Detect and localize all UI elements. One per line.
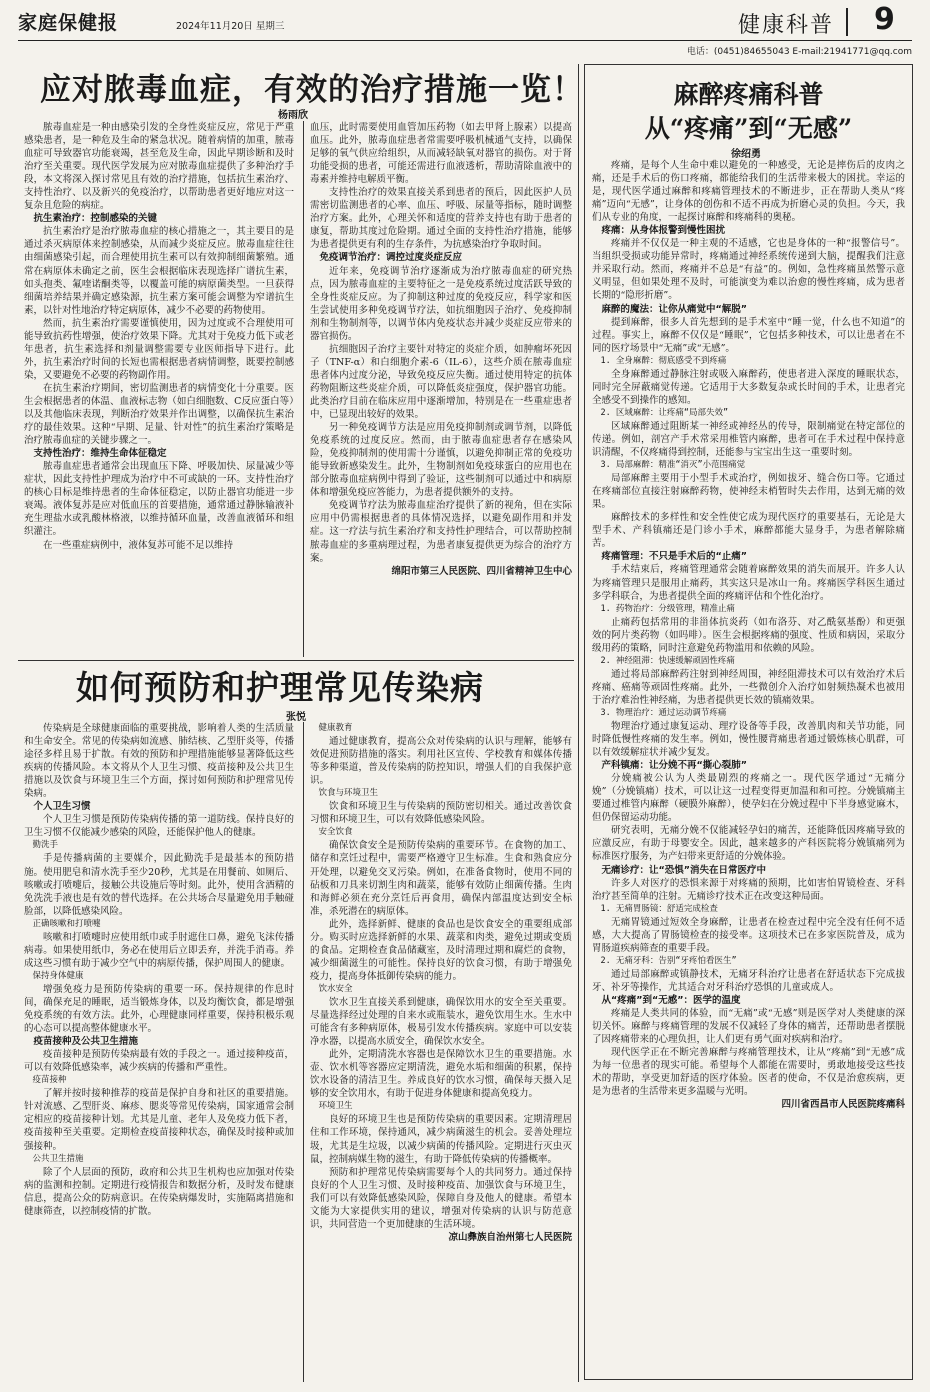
subheading: 2. 神经阻滞：快速缓解顽固性疼痛 xyxy=(600,655,735,666)
paragraph: 除了个人层面的预防，政府和公共卫生机构也应加强对传染病的监测和控制。定期进行疫情报告和数据分析，及时发布健康信息，提高公众的防病意识。在传染病爆发时，实施隔离措施和健康筛查，以控制疫情的扩散。 xyxy=(24,1166,294,1217)
article3-body xyxy=(592,159,905,1373)
paragraph: 疼痛，是每个人生命中难以避免的一种感受，无论是摔伤后的皮肉之痛，还是手术后的伤口疼痛，都能给我们的生活带来极大的困扰。幸运的是，现代医学通过麻醉和疼痛管理技术的不断进步，正在帮助人类从“疼痛”迈向“无感”，让身体的创伤和不适不再成为折磨心灵的负担。今天，我们从专业的角度，一起探讨麻醉和疼痛科的奥秘。 xyxy=(592,160,905,224)
paragraph: 提到麻醉，很多人首先想到的是手术室中“睡一觉，什么也不知道”的过程。事实上，麻醉不仅仅是“睡眠”，它包括多种技术，可以让患者在不同的医疗场景中“无痛”或“无感”。 xyxy=(592,316,905,354)
subheading: 健康教育 xyxy=(318,723,353,733)
subheading: 无痛诊疗：让“恐惧”消失在日常医疗中 xyxy=(601,864,766,876)
paragraph: 另一种免疫调节方法是应用免疫抑制剂或调节剂，以降低免疫系统的过度反应。然而，由于脓毒血症患者存在感染风险，免疫抑制剂的使用需十分谨慎，以避免抑制正常的免疫功能导致新感染发生。此外，生物制剂如免疫球蛋白的应用也在部分脓毒血症病例中得到了验证，这些制剂可以通过中和病原体和增强免疫应答能力，为患者提供额外的支持。 xyxy=(310,422,572,499)
paragraph: 血压，此时需要使用血管加压药物（如去甲肾上腺素）以提高血压。此外，脓毒血症患者常需要呼吸机械通气支持，以确保足够的氧气供应给组织，从而减轻缺氧对器官的损伤。对于肾功能受损的患者，可能还需进行血液透析，帮助清除血液中的毒素并维持电解质平衡。 xyxy=(310,122,572,186)
paragraph: 止痛药包括常用的非甾体抗炎药（如布洛芬、对乙酰氨基酚）和更强效的阿片类药物（如吗啡）。医生会根据疼痛的强度、性质和病因，采取分级用药的策略，同时注意避免药物滥用和依赖的风险。 xyxy=(592,616,905,654)
contact-line: 电话：(0451)84655043 E-mail:21941771@qq.com xyxy=(686,47,912,57)
paragraph: 传染病是全球健康面临的重要挑战，影响着人类的生活质量和生命安全。常见的传染病如流感、肺结核、乙型肝炎等，传播途径多样且易于扩散。有效的预防和护理措施能够显著降低这些疾病的传播风险。本文将从个人卫生习惯、疫苗接种及公共卫生措施以及饮食与环境卫生三个方面，探讨如何预防和护理常见传染病。 xyxy=(24,723,294,800)
subheading: 从“疼痛”到“无感”：医学的温度 xyxy=(601,995,741,1006)
paragraph: 手是传播病菌的主要媒介，因此勤洗手是最基本的预防措施。使用肥皂和清水洗手至少20秒，尤其是在用餐前、如厕后、咳嗽或打喷嚏后，接触公共设施后等时刻。此外，使用含酒精的免洗洗手液也是有效的替代选择。在公共场合尽量避免用手触碰脸部，以降低感染风险。 xyxy=(24,853,294,917)
paragraph: 疼痛并不仅仅是一种主观的不适感，它也是身体的一种“报警信号”。当组织受损或功能异常时，疼痛通过神经系统传递到大脑，提醒我们注意并采取行动。然而，疼痛并不总是“有益”的。例如，急性疼痛虽然警示意义明显，但如果处理不及时，可能演变为难以治愈的慢性疼痛，成为患者长期的“隐形折磨”。 xyxy=(592,238,905,302)
subheading: 2. 无痛牙科：告别“牙疼怕看医生” xyxy=(600,955,737,966)
article3-title-line1: 麻醉疼痛科普 xyxy=(673,80,824,109)
subheading: 1. 无痛胃肠镜：舒适完成检查 xyxy=(600,903,718,914)
paragraph: 物理治疗通过康复运动、理疗设备等手段，改善肌肉和关节功能，同时降低慢性疼痛的发生率。例如，慢性腰背痛患者通过锻炼核心肌群，可以有效缓解症状并减少复发。 xyxy=(592,721,905,759)
subheading: 饮水安全 xyxy=(318,983,353,994)
subheading: 疼痛：从身体报警到慢性困扰 xyxy=(601,225,726,237)
paragraph: 通过局部麻醉或镇静技术，无痛牙科治疗让患者在舒适状态下完成拔牙、补牙等操作，尤其适合对牙科治疗恐惧的儿童或成人。 xyxy=(592,968,905,993)
subheading: 疫苗接种 xyxy=(32,1075,67,1086)
paragraph: 分娩痛被公认为人类最剧烈的疼痛之一。现代医学通过“无痛分娩”（分娩镇痛）技术，可以让这一过程变得更加温和和可控。分娩镇痛主要通过椎管内麻醉（硬膜外麻醉），使孕妇在分娩过程中下半身感觉麻木，但仍保留运动功能。 xyxy=(592,773,905,824)
article3-title-line2: 从“疼痛”到“无感” xyxy=(644,114,853,143)
author-affiliation: 四川省西昌市人民医院疼痛科 xyxy=(781,1099,905,1111)
paragraph: 疼痛是人类共同的体验，而“无痛”或“无感”则是医学对人类健康的深切关怀。麻醉与疼痛管理的发展不仅减轻了身体的痛苦，还帮助患者摆脱了因疼痛带来的心理负担，让人们更有勇气面对疾病和治疗。 xyxy=(592,1008,905,1046)
issue-date: 2024年11月20日 星期三 xyxy=(176,21,285,32)
paragraph: 此外，选择新鲜、健康的食品也是饮食安全的重要组成部分。购买时应选择新鲜的水果、蔬菜和肉类，避免过期或变质的食品。定期检查食品储藏室，及时清理过期和腐烂的食物，减少细菌滋生的可能性。保持良好的饮食习惯，有助于增强免疫力，提高身体抵御传染病的能力。 xyxy=(310,918,572,982)
paragraph: 了解并按时接种推荐的疫苗是保护自身和社区的重要措施。针对流感、乙型肝炎、麻疹、腮炎等常见传染病，国家通常会制定相应的疫苗接种计划。尤其是儿童、老年人及免疫力低下者，疫苗接种至关重要。定期检查疫苗接种状态，确保及时接种或加强接种。 xyxy=(24,1088,294,1152)
subheading: 安全饮食 xyxy=(318,827,353,838)
author-affiliation: 凉山彝族自治州第七人民医院 xyxy=(448,1231,572,1243)
paragraph: 研究表明，无痛分娩不仅能减轻孕妇的痛苦，还能降低因疼痛导致的应激反应，有助于母婴安全。因此，越来越多的产科医院将分娩镇痛列为标准医疗服务，为产妇带来更舒适的分娩体验。 xyxy=(592,825,905,863)
paragraph: 麻醉技术的多样性和安全性使它成为现代医疗的重要基石，无论是大型手术、产科镇痛还是门诊小手术，麻醉都能大显身手，为患者解除痛苦。 xyxy=(592,512,905,550)
subheading: 产科镇痛：让分娩不再“撕心裂肺” xyxy=(601,760,747,772)
paragraph: 疫苗接种是预防传染病最有效的手段之一。通过接种疫苗，可以有效降低感染率，减少疾病的传播和严重性。 xyxy=(24,1049,294,1074)
paragraph: 抗生素治疗是治疗脓毒血症的核心措施之一，其主要目的是通过杀灭病原体来控制感染，从而减少炎症反应。脓毒血症往往由细菌感染引起，而合理使用抗生素可以有效抑制细菌繁殖。通常在病原体未确定之前，医生会根据临床表现选择广谱抗生素，如头孢类、氟喹诺酮类等，以覆盖可能的病原菌类型。一旦获得细菌培养结果并确定感染源，抗生素方案可能会调整为窄谱抗生素，以针对性地治疗特定病原体，减少不必要的药物使用。 xyxy=(24,226,294,316)
paragraph: 确保饮食安全是预防传染病的重要环节。在食物的加工、储存和烹饪过程中，需要严格遵守卫生标准。生食和熟食应分开处理，以避免交叉污染。例如，在准备食物时，使用不同的砧板和刀具来切割生肉和蔬菜，能够有效防止细菌传播。生肉和海鲜必须在充分烹饪后再食用，确保内部温度达到安全标准，杀死潜在的病原体。 xyxy=(310,840,572,917)
column-rule xyxy=(303,121,304,657)
subheading: 3. 物理治疗：通过运动调节疼痛 xyxy=(600,707,727,718)
subheading: 麻醉的魔法：让你从痛觉中“解脱” xyxy=(601,303,747,315)
article2-column-1 xyxy=(24,722,294,1382)
subheading: 疼痛管理：不只是手术后的“止痛” xyxy=(601,551,747,563)
paragraph: 咳嗽和打喷嚏时应使用纸巾或手肘遮住口鼻，避免飞沫传播病毒。如果使用纸巾，务必在使用后立即丢弃，并洗手消毒。养成这些习惯有助于减少空气中的病原传播，保护周围人的健康。 xyxy=(24,931,294,969)
page-number: 9 xyxy=(874,2,895,37)
paragraph: 许多人对医疗的恐惧来源于对疼痛的预期，比如害怕胃镜检查、牙科治疗甚至简单的注射。无痛诊疗技术正在改变这种局面。 xyxy=(592,877,905,902)
paragraph: 近年来，免疫调节治疗逐渐成为治疗脓毒血症的研究热点，因为脓毒血症的主要特征之一是免疫系统过度活跃导致的全身性炎症反应。为了抑制这种过度的免疫反应，科学家和医生尝试使用多种免疫调节疗法，如抗细胞因子治疗、免疫抑制剂和生物制剂等，以调节体内免疫状态并减少炎症反应带来的器官损伤。 xyxy=(310,265,572,342)
paragraph: 饮食和环境卫生与传染病的预防密切相关。通过改善饮食习惯和环境卫生，可以有效降低感染风险。 xyxy=(310,801,572,826)
paragraph: 脓毒血症是一种由感染引发的全身性炎症反应，常见于严重感染患者，是一种危及生命的紧急状况。随着病情的加重，脓毒血症可导致器官功能衰竭，甚至危及生命，因此早期诊断和及时治疗至关重要。现代医学发展为应对脓毒血症提供了多种治疗手段，本文将深入探讨常见且有效的治疗措施，包括抗生素治疗、支持性治疗、以及新兴的免疫治疗，以帮助患者更好地应对这一复杂且危险的病症。 xyxy=(24,122,294,212)
paragraph: 通过将局部麻醉药注射到神经周围，神经阻滞技术可以有效治疗术后疼痛、癌痛等顽固性疼痛。此外，一些微创介入治疗如射频热凝术也被用于治疗难治性神经痛，为患者提供更长效的镇痛效果。 xyxy=(592,668,905,706)
paragraph: 免疫调节疗法为脓毒血症治疗提供了新的视角，但在实际应用中仍需根据患者的具体情况选择，以避免副作用和并发症。这一疗法与抗生素治疗和支持性护理结合，可以帮助控制脓毒血症的多重病理过程，为患者康复提供更为综合的治疗方案。 xyxy=(310,500,572,564)
paragraph: 预防和护理常见传染病需要每个人的共同努力。通过保持良好的个人卫生习惯、及时接种疫苗、加强饮食与环境卫生，我们可以有效降低感染风险，保障自身及他人的健康。希望本文能为大家提供实用的建议，增强对传染病的认识与防范意识，共同营造一个更加健康的生活环境。 xyxy=(310,1166,572,1230)
paragraph: 通过健康教育，提高公众对传染病的认识与理解，能够有效促进预防措施的落实。利用社区宣传、学校教育和媒体传播等多种渠道，普及传染病的防控知识，增强人们的自我保护意识。 xyxy=(310,736,572,787)
paragraph: 脓毒血症患者通常会出现血压下降、呼吸加快、尿量减少等症状，因此支持性护理成为治疗中不可或缺的一环。支持性治疗的核心目标是维持患者的生命体征稳定，以防止器官功能进一步衰竭。液体复苏是应对低血压的首要措施，通常通过静脉输液补充生理盐水或乳酸林格液，以维持循环血量，改善血液循环和组织灌注。 xyxy=(24,461,294,538)
paragraph: 个人卫生习惯是预防传染病传播的第一道防线。保持良好的卫生习惯不仅能减少感染的风险，还能保护他人的健康。 xyxy=(24,814,294,839)
section-name: 健康科普 xyxy=(738,13,835,38)
article2-title: 如何预防和护理常见传染病 xyxy=(76,668,484,707)
paragraph: 在抗生素治疗期间，密切监测患者的病情变化十分重要。医生会根据患者的体温、血液标志物（如白细胞数、C反应蛋白等）以及其他临床表现，判断治疗效果并作出调整，以确保抗生素治疗的最佳效果。这种“早期、足量、针对性”的抗生素治疗策略是治疗脓毒血症的关键步骤之一。 xyxy=(24,382,294,447)
paragraph: 现代医学正在不断完善麻醉与疼痛管理技术，让从“疼痛”到“无感”成为每一位患者的现实可能。希望每个人都能在需要时，勇敢地接受这些技术的帮助，享受更加舒适的医疗体验。医者的使命，不仅是治愈疾病，更是为患者的生活带来更多温暖与光明。 xyxy=(592,1047,905,1098)
paragraph: 无痛胃镜通过短效全身麻醉，让患者在检查过程中完全没有任何不适感，大大提高了胃肠镜检查的接受率。这项技术已在多家医院普及，成为胃肠道疾病筛查的重要手段。 xyxy=(592,916,905,954)
article1-column-2 xyxy=(310,121,572,657)
subheading: 饮食与环境卫生 xyxy=(318,788,379,799)
paragraph: 增强免疫力是预防传染病的重要一环。保持规律的作息时间，确保充足的睡眠，适当锻炼身体，以及均衡饮食，都是增强免疫系统的有效方法。此外，心理健康同样重要，保持积极乐观的心态可以提高整体健康水平。 xyxy=(24,983,294,1035)
subheading: 3. 局部麻醉：精准“消灭”小范围痛觉 xyxy=(600,460,746,471)
subheading: 疫苗接种及公共卫生措施 xyxy=(33,1036,139,1048)
subheading: 个人卫生习惯 xyxy=(33,801,91,813)
author-affiliation: 绵阳市第三人民医院、四川省精神卫生中心 xyxy=(391,565,572,577)
masthead xyxy=(18,2,912,38)
subheading: 2. 区域麻醉：让疼痛“局部失效” xyxy=(600,407,729,418)
paragraph: 区域麻醉通过阻断某一神经或神经丛的传导，限制痛觉在特定部位的传递。例如，剖宫产手术常采用椎管内麻醉，患者可在手术过程中保持意识清醒，不仅疼痛得到控制，还能参与宝宝出生这一重要时刻。 xyxy=(592,420,905,459)
paragraph: 良好的环境卫生也是预防传染病的重要因素。定期清理居住和工作环境，保持通风，减少病菌滋生的机会。妥善处理垃圾，尤其是生垃圾，以减少病菌的传播风险。定期进行灭虫灭鼠，控制病媒生物的滋生，有助于降低传染病的传播概率。 xyxy=(310,1114,572,1165)
masthead-rule xyxy=(18,40,912,41)
paragraph: 饮水卫生直接关系到健康，确保饮用水的安全至关重要。尽量选择经过处理的自来水或瓶装水，避免饮用生水。生水中可能含有多种病原体，极易引发水传播疾病。家庭中可以安装净水器，以提高水质安全，确保饮水安全。 xyxy=(310,996,572,1048)
subheading: 免疫调节治疗：调控过度炎症反应 xyxy=(319,252,463,264)
subheading: 环境卫生 xyxy=(318,1101,353,1112)
article-separator xyxy=(18,660,574,661)
paragraph: 然而，抗生素治疗需要谨慎使用，因为过度或不合理使用可能导致抗药性增强，使治疗效果下降。尤其对于免疫力低下或老年患者，抗生素选择和剂量调整需要专业医师指导下进行。此外，抗生素治疗时间的长短也需根据患者病情调整，既要控制感染，又要避免不必要的药物副作用。 xyxy=(24,317,294,381)
paragraph: 手术结束后，疼痛管理通常会随着麻醉效果的消失而展开。许多人认为疼痛管理只是服用止痛药，其实这只是冰山一角。疼痛医学科医生通过多学科联合，为患者提供全面的疼痛评估和个性化治疗。 xyxy=(592,564,905,602)
subheading: 抗生素治疗：控制感染的关键 xyxy=(33,213,158,225)
paragraph: 支持性治疗的效果直接关系到患者的预后，因此医护人员需密切监测患者的心率、血压、呼吸、尿量等指标，随时调整治疗方案。此外，心理关怀和适度的营养支持也有助于患者的康复，帮助其度过危险期。通过全面的支持性治疗措施，能够为患者提供更有利的生存条件，为抗感染治疗争取时间。 xyxy=(310,187,572,251)
paragraph: 局部麻醉主要用于小型手术或治疗，例如拔牙、缝合伤口等。它通过在疼痛部位直接注射麻醉药物，使神经末梢暂时失去作用，达到无痛的效果。 xyxy=(592,473,905,511)
column-rule xyxy=(303,722,304,1382)
article2-author: 张悦 xyxy=(286,712,306,723)
article2-column-2 xyxy=(310,722,572,1382)
paragraph: 抗细胞因子治疗主要针对特定的炎症介质，如肿瘤坏死因子（TNF-α）和白细胞介素-6（IL-6），这些介质在脓毒血症患者体内过度分泌，导致免疫反应失衡。通过使用特定的抗体药物阻断这些炎症介质，可以降低炎症强度，保护器官功能。此类治疗目前在临床应用中逐渐增加，特别是在一些重症患者中，已显现出较好的效果。 xyxy=(310,343,572,421)
page-number-divider xyxy=(846,8,848,36)
paper-name: 家庭保健报 xyxy=(18,12,119,34)
article3-box xyxy=(584,64,913,1380)
article3-author: 徐绍勇 xyxy=(731,149,761,160)
subheading: 公共卫生措施 xyxy=(32,1153,84,1164)
article1-author: 杨雨欣 xyxy=(278,110,308,121)
subheading: 保持身体健康 xyxy=(32,970,84,981)
paragraph: 此外，定期清洗水容器也是保障饮水卫生的重要措施。水壶、饮水机等容器应定期清洗，避免水垢和细菌的积累，保持饮水设备的清洁卫生。养成良好的饮水习惯，确保每天摄入足够的安全饮用水，有助于促进身体健康和提高免疫力。 xyxy=(310,1049,572,1100)
article1-column-1 xyxy=(24,121,294,657)
subheading: 1. 全身麻醉：彻底感受不到疼痛 xyxy=(600,355,727,366)
subheading: 支持性治疗：维持生命体征稳定 xyxy=(33,448,167,460)
subheading: 勤洗手 xyxy=(32,840,59,851)
paragraph: 全身麻醉通过静脉注射或吸入麻醉药，使患者进入深度的睡眠状态，同时完全屏蔽痛觉传递。它适用于大多数复杂或长时间的手术，让患者完全感受不到操作的感知。 xyxy=(592,368,905,406)
subheading: 正确咳嗽和打喷嚏 xyxy=(32,918,101,929)
subheading: 1. 药物治疗：分级管理，精准止痛 xyxy=(600,603,735,614)
article1-title: 应对脓毒血症，有效的治疗措施一览！ xyxy=(40,72,584,108)
main-column-rule xyxy=(578,64,579,1382)
paragraph: 在一些重症病例中，液体复苏可能不足以维持 xyxy=(43,539,234,551)
